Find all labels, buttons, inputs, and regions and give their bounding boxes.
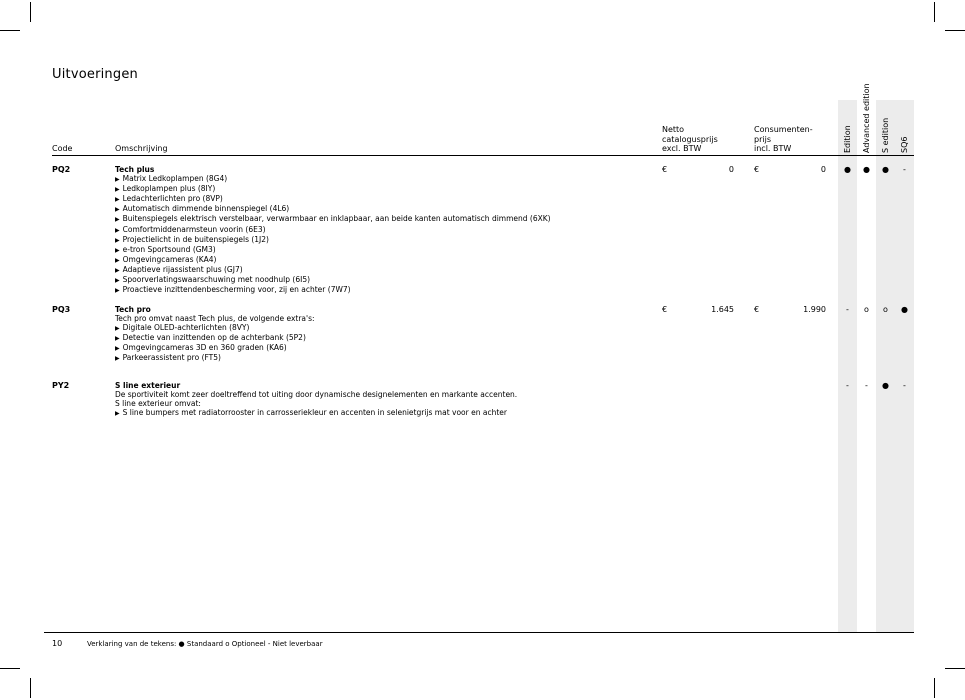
currency-net: € bbox=[662, 305, 668, 314]
list-item: ▶ Automatisch dimmende binnenspiegel (4L6) bbox=[115, 204, 290, 214]
mark-sq6: ● bbox=[901, 305, 908, 314]
consumer-price: 1.990 bbox=[803, 305, 826, 314]
page-number: 10 bbox=[52, 639, 63, 648]
currency-consumer: € bbox=[754, 305, 760, 314]
row-description bbox=[115, 165, 551, 295]
mark-sq6: - bbox=[903, 165, 906, 174]
list-item: ▶ Adaptieve rijassistent plus (GJ7) bbox=[115, 264, 243, 274]
list-item: ▶ Ledachterlichten pro (8VP) bbox=[115, 194, 223, 204]
mark-s-edition: ● bbox=[882, 165, 889, 174]
row-code: PQ2 bbox=[52, 165, 71, 174]
crop-mark bbox=[30, 678, 31, 698]
header-edition: Edition bbox=[843, 125, 852, 153]
list-item: ▶ Ledkoplampen plus (8IY) bbox=[115, 184, 216, 194]
header-code: Code bbox=[52, 144, 73, 153]
mark-s-edition: ● bbox=[882, 381, 889, 390]
row-code: PY2 bbox=[52, 381, 70, 390]
crop-mark bbox=[934, 678, 935, 698]
row-intro: Tech pro omvat naast Tech plus, de volgende extra's: bbox=[115, 314, 315, 324]
crop-mark bbox=[945, 30, 965, 31]
row-code: PQ3 bbox=[52, 305, 71, 314]
header-sq6: SQ6 bbox=[900, 136, 909, 153]
crop-mark bbox=[934, 2, 935, 22]
list-item: ▶ e-tron Sportsound (GM3) bbox=[115, 244, 216, 254]
mark-edition: - bbox=[846, 305, 849, 314]
list-item: ▶ Spoorverlatingswaarschuwing met noodhulp (6I5) bbox=[115, 275, 311, 285]
consumer-price: 0 bbox=[820, 165, 826, 174]
row-intro-2: S line exterieur omvat: bbox=[115, 399, 201, 409]
mark-sq6: - bbox=[903, 381, 906, 390]
list-item: ▶ Projectielicht in de buitenspiegels (1J2) bbox=[115, 234, 269, 244]
list-item: ▶ Buitenspiegels elektrisch verstelbaar, verwarmbaar en inklapbaar, aan beide kanten automatisch dimmend (6XK) bbox=[115, 214, 551, 224]
list-item: ▶ Digitale OLED-achterlichten (8VY) bbox=[115, 323, 250, 333]
page-title: Uitvoeringen bbox=[52, 67, 138, 82]
list-item: ▶ Matrix Ledkoplampen (8G4) bbox=[115, 174, 228, 184]
list-item: ▶ Detectie van inzittenden op de achterbank (5P2) bbox=[115, 333, 306, 343]
mark-edition: ● bbox=[844, 165, 851, 174]
footer-rule bbox=[44, 632, 914, 633]
row-title: S line exterieur bbox=[115, 381, 181, 390]
currency-net: € bbox=[662, 165, 668, 174]
header-description: Omschrijving bbox=[115, 144, 168, 153]
mark-advanced-edition: ● bbox=[863, 165, 870, 174]
mark-advanced-edition: o bbox=[864, 305, 869, 314]
list-item: ▶ S line bumpers met radiatorrooster in carrosseriekleur en accenten in selenietgrijs mat voor en achter bbox=[115, 408, 507, 418]
header-net-price: Netto catalogusprijs excl. BTW bbox=[662, 125, 718, 153]
mark-edition: - bbox=[846, 381, 849, 390]
column-stripe-edition bbox=[838, 100, 857, 632]
crop-mark bbox=[0, 30, 20, 31]
currency-consumer: € bbox=[754, 165, 760, 174]
net-price: 0 bbox=[728, 165, 734, 174]
column-stripe-s-edition bbox=[876, 100, 895, 632]
crop-mark bbox=[0, 668, 20, 669]
header-advanced-edition: Advanced edition bbox=[862, 83, 871, 153]
row-description bbox=[115, 381, 517, 418]
row-title: Tech plus bbox=[115, 165, 155, 174]
mark-advanced-edition: - bbox=[865, 381, 868, 390]
row-title: Tech pro bbox=[115, 305, 151, 314]
crop-mark bbox=[945, 668, 965, 669]
header-s-edition: S edition bbox=[881, 117, 890, 153]
list-item: ▶ Parkeerassistent pro (FT5) bbox=[115, 353, 221, 363]
list-item: ▶ Omgevingcameras (KA4) bbox=[115, 254, 217, 264]
list-item: ▶ Comfortmiddenarmsteun voorin (6E3) bbox=[115, 224, 266, 234]
row-description bbox=[115, 305, 315, 364]
list-item: ▶ Proactieve inzittendenbescherming voor, zij en achter (7W7) bbox=[115, 285, 351, 295]
header-rule bbox=[52, 155, 914, 156]
header-consumer-price: Consumenten- prijs incl. BTW bbox=[754, 125, 813, 153]
mark-s-edition: o bbox=[883, 305, 888, 314]
legend: Verklaring van de tekens: ● Standaard o Optioneel - Niet leverbaar bbox=[87, 640, 323, 648]
list-item: ▶ Omgevingcameras 3D en 360 graden (KA6) bbox=[115, 343, 287, 353]
net-price: 1.645 bbox=[711, 305, 734, 314]
column-stripe-sq6 bbox=[895, 100, 914, 632]
row-intro: De sportiviteit komt zeer doeltreffend tot uiting door dynamische designelementen en markante accenten. bbox=[115, 390, 518, 400]
crop-mark bbox=[30, 2, 31, 22]
